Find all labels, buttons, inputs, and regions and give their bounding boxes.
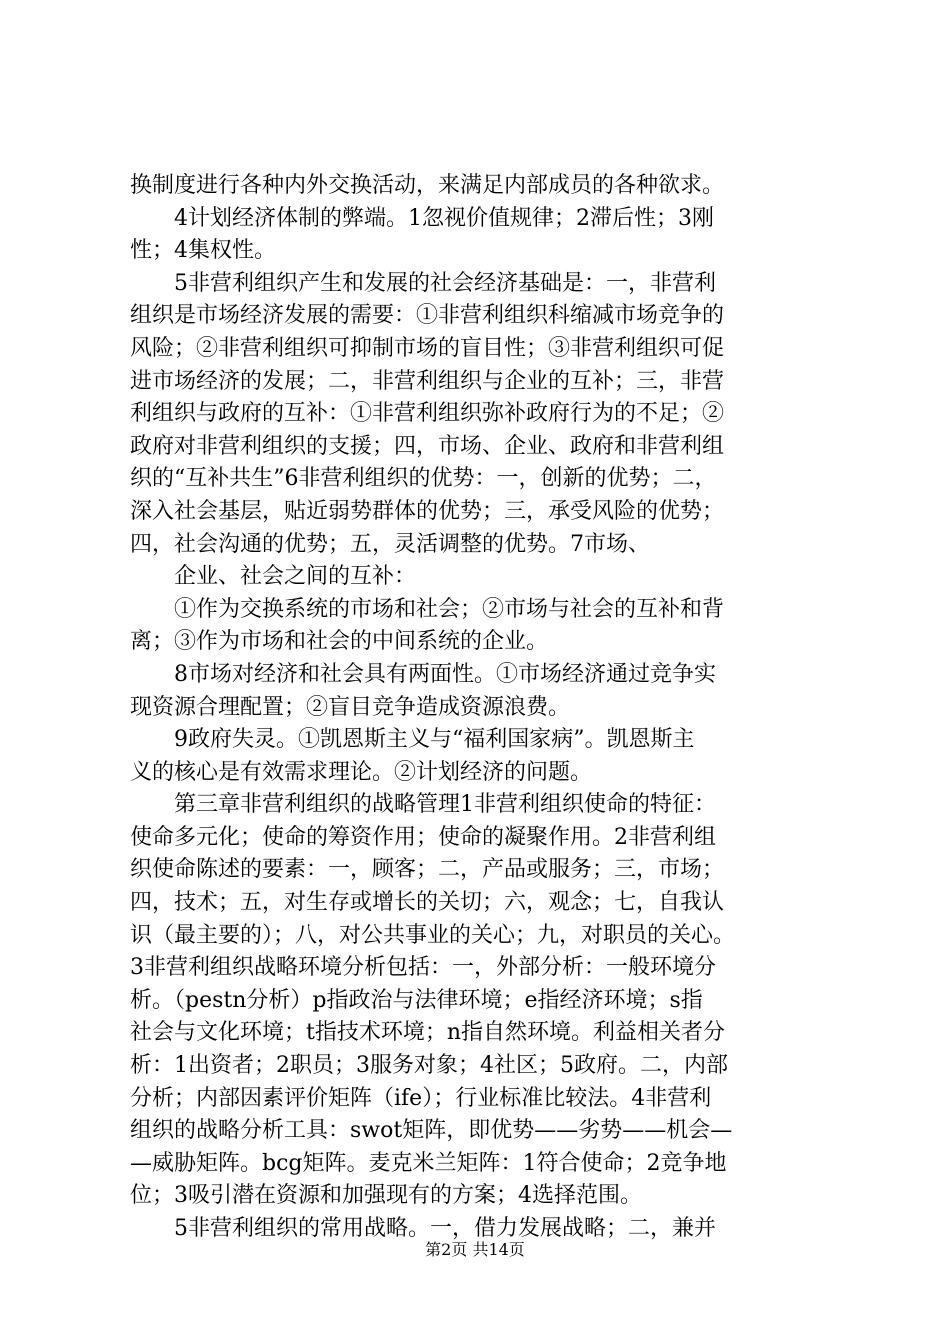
text-line: 四，技术；五，对生存或增长的关切；六，观念；七，自我认 (130, 890, 725, 916)
page-number-footer: 第2页 共14页 (425, 1240, 525, 1259)
text-line: 社会与文化环境；t指技术环境；n指自然环境。利益相关者分 (130, 1020, 726, 1046)
text-line: 进市场经济的发展；二，非营利组织与企业的互补；三，非营 (130, 368, 725, 394)
text-line: 织使命陈述的要素：一，顾客；二，产品或服务；三，市场； (130, 857, 725, 883)
text-line: 第三章非营利组织的战略管理1非营利组织使命的特征： (130, 792, 716, 818)
text-line: 识（最主要的）；八，对公共事业的关心；九，对职员的关心。 (130, 922, 736, 948)
document-body (130, 170, 830, 1246)
text-line: 风险；②非营利组织可抑制市场的盲目性；③非营利组织可促 (130, 335, 725, 361)
text-line: 分析；内部因素评价矩阵（ife）；行业标准比较法。4非营利 (130, 1085, 712, 1111)
text-line: 使命多元化；使命的筹资作用；使命的凝聚作用。2非营利组 (130, 824, 716, 850)
text-line: 4计划经济体制的弊端。1忽视价值规律；2滞后性；3刚 (130, 205, 714, 231)
text-line: 换制度进行各种内外交换活动，来满足内部成员的各种欲求。 (130, 173, 725, 198)
text-line: 义的核心是有效需求理论。②计划经济的问题。 (130, 759, 593, 785)
text-line: 析：1出资者；2职员；3服务对象；4社区；5政府。二，内部 (130, 1053, 728, 1079)
text-line: ①作为交换系统的市场和社会；②市场与社会的互补和背 (130, 596, 725, 622)
text-line: —威胁矩阵。bcg矩阵。麦克米兰矩阵：1符合使命；2竞争地 (130, 1150, 727, 1176)
text-line: 5非营利组织的常用战略。一，借力发展战略；二，兼并 (130, 1216, 716, 1241)
text-line: 组织是市场经济发展的需要：①非营利组织科缩减市场竞争的 (130, 303, 725, 329)
text-line: 深入社会基层，贴近弱势群体的优势；三，承受风险的优势； (130, 498, 725, 524)
text-line: 位；3吸引潜在资源和加强现有的方案；4选择范围。 (130, 1183, 642, 1209)
text-line: 9政府失灵。①凯恩斯主义与“福利国家病”。凯恩斯主 (130, 727, 695, 753)
text-line: 政府对非营利组织的支援；四，市场、企业、政府和非营利组 (130, 433, 725, 459)
text-line: 5非营利组织产生和发展的社会经济基础是：一，非营利 (130, 270, 716, 296)
text-line: 8市场对经济和社会具有两面性。①市场经济通过竞争实 (130, 661, 716, 687)
text-line: 四，社会沟通的优势；五，灵活调整的优势。7市场、 (130, 531, 650, 557)
text-line: 企业、社会之间的互补： (130, 564, 417, 590)
text-line: 性；4集权性。 (130, 238, 276, 264)
text-line: 利组织与政府的互补：①非营利组织弥补政府行为的不足；② (130, 401, 725, 427)
text-line: 组织的战略分析工具：swot矩阵，即优势——劣势——机会— (130, 1118, 733, 1144)
text-line: 3非营利组织战略环境分析包括：一，外部分析：一般环境分 (130, 955, 716, 981)
text-line: 析。（pestn分析）p指政治与法律环境；e指经济环境；s指 (130, 987, 703, 1013)
text-line: 离；③作为市场和社会的中间系统的企业。 (130, 629, 549, 655)
text-line: 现资源合理配置；②盲目竞争造成资源浪费。 (130, 694, 571, 720)
text-line: 织的“互补共生”6非营利组织的优势：一，创新的优势；二， (130, 466, 717, 492)
